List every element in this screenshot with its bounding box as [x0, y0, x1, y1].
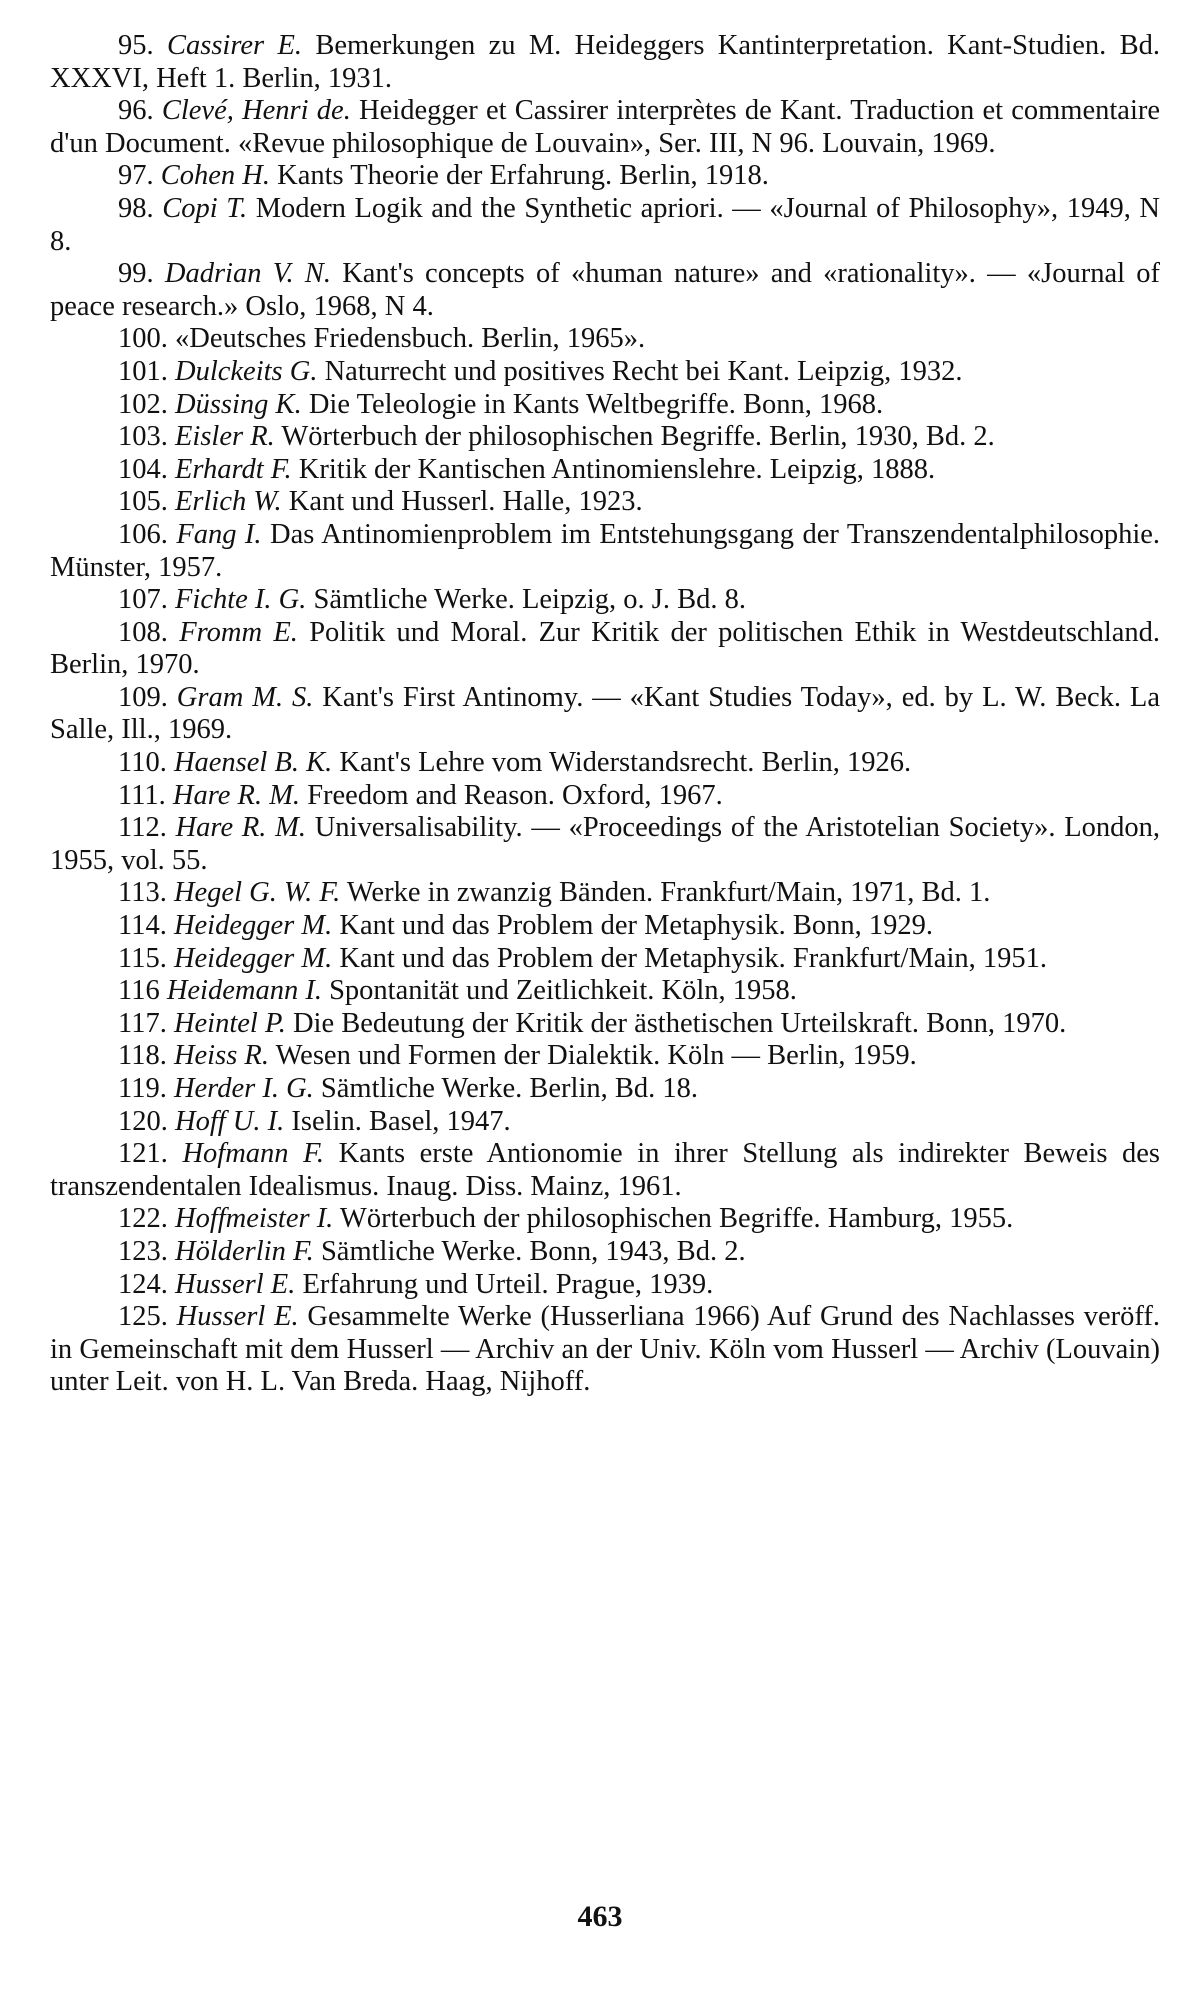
entry-text: Wörterbuch der philosophischen Begriffe. Hamburg, 1955.	[333, 1203, 1014, 1235]
bibliography-entry	[50, 1236, 1160, 1269]
entry-author: Cohen H.	[160, 160, 270, 192]
entry-author: Husserl E.	[176, 1301, 299, 1333]
entry-author: Dadrian V. N.	[164, 258, 331, 290]
entry-number: 114.	[118, 910, 167, 942]
entry-text: Kant's Lehre vom Widerstandsrecht. Berlin, 1926.	[332, 747, 912, 779]
entry-number: 124.	[118, 1268, 168, 1300]
entry-number: 123.	[118, 1235, 168, 1267]
bibliography-entry	[50, 1073, 1160, 1106]
bibliography-entry	[50, 877, 1160, 910]
entry-author: Hare R. M.	[175, 812, 306, 844]
bibliography-entry	[50, 160, 1160, 193]
bibliography-entry	[50, 389, 1160, 422]
entry-number: 113.	[118, 877, 167, 909]
entry-author: Dulckeits G.	[175, 355, 318, 387]
bibliography-entry	[50, 812, 1160, 877]
bibliography-entry	[50, 486, 1160, 519]
entry-author: Clevé, Henri de.	[161, 95, 351, 127]
entry-text: Iselin. Basel, 1947.	[284, 1105, 511, 1137]
bibliography-entry	[50, 747, 1160, 780]
entry-text: Kant und Husserl. Halle, 1923.	[281, 486, 643, 518]
bibliography-entry	[50, 1203, 1160, 1236]
entry-number: 107.	[118, 584, 168, 616]
entry-number: 121.	[118, 1138, 168, 1170]
bibliography-entry	[50, 1301, 1160, 1399]
entry-number: 115.	[118, 942, 167, 974]
page-number: 463	[577, 1900, 623, 1933]
entry-text: Wörterbuch der philosophischen Begriffe. Berlin, 1930, Bd. 2.	[274, 421, 995, 453]
bibliography-entry	[50, 975, 1160, 1008]
entry-text: Kants erste Antionomie in ihrer Stellung als indirekter Beweis des transzendentalen Idealismus. Inaug. Diss. Mainz, 1961.	[50, 1138, 1160, 1202]
entry-author: Eisler R.	[175, 421, 275, 453]
entry-text: Die Bedeutung der Kritik der ästhetischen Urteilskraft. Bonn, 1970.	[285, 1007, 1067, 1039]
entry-number: 104.	[118, 453, 168, 485]
entry-author: Hölderlin F.	[175, 1235, 314, 1267]
entry-author: Fichte I. G.	[175, 584, 307, 616]
entry-number: 101.	[118, 355, 168, 387]
entry-number: 120.	[118, 1105, 168, 1137]
bibliography-entry	[50, 1040, 1160, 1073]
bibliography-entry	[50, 1008, 1160, 1041]
entry-number: 96.	[118, 95, 154, 127]
bibliography-entry	[50, 617, 1160, 682]
entry-author: Erhardt F.	[175, 453, 292, 485]
entry-number: 105.	[118, 486, 168, 518]
entry-author: Heiss R.	[173, 1040, 269, 1072]
entry-text: Politik und Moral. Zur Kritik der politischen Ethik in Westdeutschland. Berlin, 1970.	[50, 616, 1161, 681]
bibliography-entry	[50, 356, 1160, 389]
entry-text: Kritik der Kantischen Antinomienslehre. Leipzig, 1888.	[291, 453, 936, 485]
entry-author: Husserl E.	[175, 1268, 296, 1300]
bibliography-entry	[50, 910, 1160, 943]
bibliography-entry	[50, 519, 1160, 584]
entry-author: Hoffmeister I.	[175, 1203, 334, 1235]
entry-number: 100.	[118, 323, 168, 355]
entry-author: Erlich W.	[175, 486, 282, 518]
entry-number: 110.	[118, 747, 167, 779]
entry-number: 108.	[118, 616, 168, 648]
entry-number: 95.	[118, 30, 154, 61]
entry-author: Heintel P.	[173, 1007, 286, 1039]
entry-text: Erfahrung und Urteil. Prague, 1939.	[295, 1268, 714, 1300]
bibliography-entry	[50, 1138, 1160, 1203]
bibliography-entry	[50, 30, 1160, 95]
entry-text: Freedom and Reason. Oxford, 1967.	[300, 779, 723, 811]
entry-author: Heidegger M.	[173, 910, 333, 942]
entry-number: 118.	[118, 1040, 167, 1072]
entry-author: Fang I.	[176, 518, 262, 550]
entry-text: Die Teleologie in Kants Weltbegriffe. Bonn, 1968.	[301, 388, 884, 420]
bibliography-entry	[50, 421, 1160, 454]
entry-author: Gram M. S.	[176, 681, 314, 713]
bibliography-entry	[50, 454, 1160, 487]
entry-number: 99.	[118, 258, 154, 290]
entry-text: «Deutsches Friedensbuch. Berlin, 1965».	[175, 323, 646, 355]
entry-author: Herder I. G.	[173, 1073, 314, 1104]
entry-text: Sämtliche Werke. Leipzig, o. J. Bd. 8.	[306, 584, 747, 616]
bibliography-entry	[50, 95, 1160, 160]
entry-number: 116	[118, 975, 160, 1007]
entry-number: 97.	[118, 160, 154, 192]
entry-number: 102.	[118, 388, 168, 420]
entry-author: Hare R. M.	[172, 779, 301, 811]
entry-author: Hofmann F.	[182, 1138, 324, 1170]
entry-author: Cassirer E.	[166, 30, 303, 61]
entry-author: Hegel G. W. F.	[173, 877, 341, 909]
entry-text: Kant und das Problem der Metaphysik. Frankfurt/Main, 1951.	[332, 942, 1048, 974]
bibliography-entry	[50, 1106, 1160, 1139]
entry-number: 122.	[118, 1203, 168, 1235]
entry-text: Gesammelte Werke (Husserliana 1966) Auf Grund des Nachlasses veröff. in Gemeinschaft mit dem Husserl — Archiv an der Univ. Köln vom Husserl — Archiv (Louvain) unter Leit. von H. L. Van Breda. Haag, Nijhoff.	[50, 1301, 1160, 1398]
bibliography-entry	[50, 1269, 1160, 1302]
entry-author: Heidegger M.	[173, 942, 333, 974]
entry-text: Wesen und Formen der Dialektik. Köln — Berlin, 1959.	[268, 1040, 917, 1072]
bibliography-list	[50, 30, 1160, 1399]
entry-text: Bemerkungen zu M. Heideggers Kantinterpretation. Kant-Studien. Bd. XXXVI, Heft 1. Berlin, 1931.	[50, 30, 1161, 94]
entry-number: 103.	[118, 421, 168, 453]
entry-author: Heidemann I.	[166, 975, 322, 1007]
entry-text: Kant's First Antinomy. — «Kant Studies Today», ed. by L. W. Beck. La Salle, Ill., 1969.	[50, 681, 1160, 746]
entry-number: 117.	[118, 1007, 167, 1039]
entry-text: Kant's concepts of «human nature» and «rationality». — «Journal of peace research.» Oslo, 1968, N 4.	[50, 258, 1161, 322]
entry-number: 106.	[118, 518, 168, 550]
entry-text: Sämtliche Werke. Berlin, Bd. 18.	[313, 1073, 699, 1104]
bibliography-entry	[50, 780, 1160, 813]
bibliography-entry	[50, 258, 1160, 323]
entry-text: Kants Theorie der Erfahrung. Berlin, 1918.	[270, 160, 769, 192]
entry-text: Modern Logik and the Synthetic apriori. — «Journal of Philosophy», 1949, N 8.	[50, 192, 1160, 257]
entry-text: Das Antinomienproblem im Entstehungsgang der Transzendentalphilosophie. Münster, 1957.	[50, 518, 1161, 583]
entry-text: Heidegger et Cassirer interprètes de Kant. Traduction et commentaire d'un Document. «Revue philosophique de Louvain», Ser. III, N 96. Louvain, 1969.	[50, 95, 1161, 159]
entry-number: 98.	[118, 192, 154, 224]
entry-number: 109.	[118, 681, 168, 713]
entry-text: Werke in zwanzig Bänden. Frankfurt/Main, 1971, Bd. 1.	[340, 877, 991, 909]
entry-text: Sämtliche Werke. Bonn, 1943, Bd. 2.	[313, 1235, 746, 1267]
entry-number: 112.	[118, 812, 167, 844]
entry-text: Universalisability. — «Proceedings of the Aristotelian Society». London, 1955, vol. 55.	[50, 812, 1161, 876]
entry-text: Spontanität und Zeitlichkeit. Köln, 1958.	[321, 975, 797, 1007]
bibliography-entry	[50, 682, 1160, 747]
bibliography-entry	[50, 584, 1160, 617]
entry-author: Fromm E.	[179, 616, 298, 648]
bibliography-entry	[50, 943, 1160, 976]
entry-author: Copi T.	[162, 192, 248, 224]
entry-number: 111.	[118, 779, 166, 811]
bibliography-entry	[50, 323, 1160, 356]
entry-text: Naturrecht und positives Recht bei Kant. Leipzig, 1932.	[317, 355, 963, 387]
bibliography-entry	[50, 193, 1160, 258]
entry-text: Kant und das Problem der Metaphysik. Bonn, 1929.	[332, 910, 934, 942]
entry-author: Haensel B. K.	[173, 747, 333, 779]
entry-author: Düssing K.	[175, 388, 302, 420]
entry-number: 125.	[118, 1301, 168, 1333]
entry-author: Hoff U. I.	[175, 1105, 285, 1137]
entry-number: 119.	[118, 1073, 167, 1104]
